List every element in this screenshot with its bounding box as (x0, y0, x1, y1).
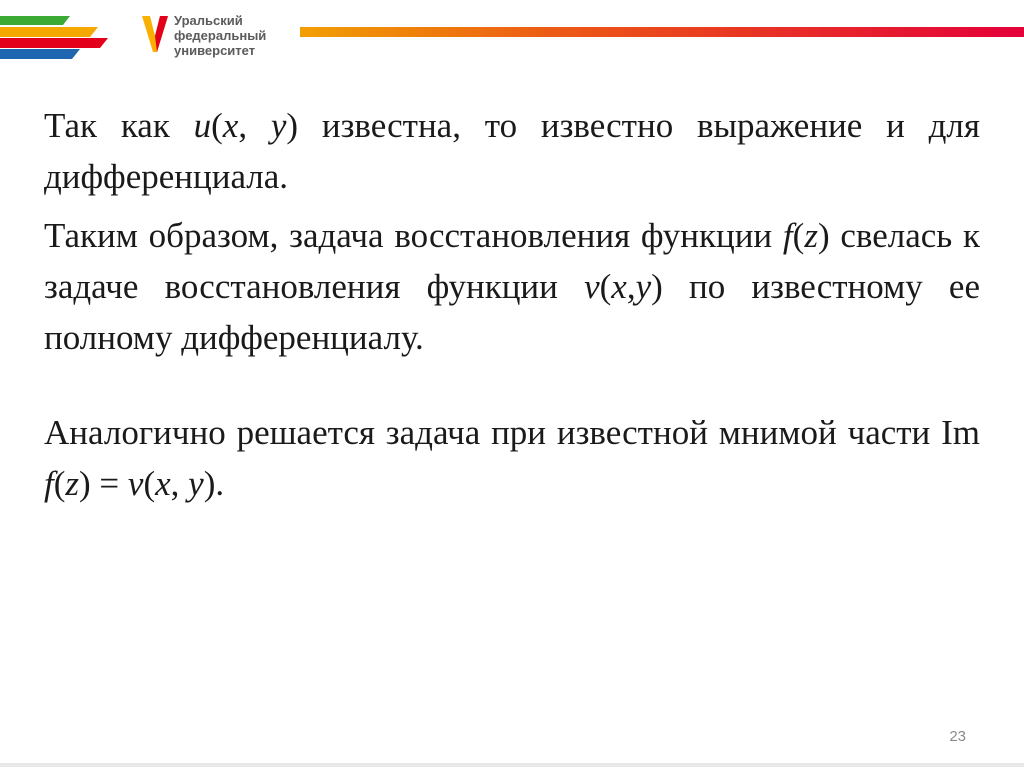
text-fragment: , (238, 106, 271, 145)
math-symbol: f (44, 464, 54, 503)
text-fragment: , (170, 464, 189, 503)
text-fragment: ( (599, 267, 612, 306)
math-symbol: y (270, 106, 287, 145)
math-symbol: v (127, 464, 144, 503)
university-name-line-1: Уральский (174, 13, 243, 28)
math-symbol: x (611, 267, 627, 306)
text-fragment: , (626, 267, 636, 306)
paragraph-3 (44, 407, 980, 509)
math-symbol: u (193, 106, 212, 145)
slide-header (0, 0, 1024, 70)
text-fragment: ( (211, 106, 223, 145)
math-symbol: y (188, 464, 204, 503)
university-name (174, 13, 266, 58)
text-fragment: ( (792, 216, 805, 255)
header-gradient-stripe (300, 27, 1024, 37)
text-fragment: ) по известному ее полному дифференциалу. (44, 267, 980, 357)
text-fragment: ) свелась к задаче восстановления функции (44, 216, 980, 306)
university-name-line-2: федеральный (174, 28, 267, 43)
math-symbol: f (782, 216, 793, 255)
math-symbol: x (155, 464, 171, 503)
paragraph-2 (44, 210, 980, 363)
math-symbol: v (584, 267, 600, 306)
math-symbol: y (635, 267, 652, 306)
university-stripes-icon (0, 0, 120, 70)
text-fragment: ) = (79, 464, 128, 503)
text-fragment: Аналогично решается задача при известной мнимой части Im (44, 413, 980, 452)
text-fragment: ( (53, 464, 66, 503)
math-symbol: x (222, 106, 239, 145)
math-symbol: z (65, 464, 80, 503)
urfu-logo-icon (140, 14, 170, 54)
slide-bottom-edge (0, 763, 1024, 767)
text-fragment: Таким образом, задача восстановления функции (44, 216, 783, 255)
paragraph-1 (44, 100, 980, 202)
text-fragment: Так как (44, 106, 194, 145)
page-number: 23 (949, 728, 966, 745)
university-name-line-3: университет (174, 43, 256, 58)
text-fragment: ). (203, 464, 225, 503)
text-fragment: ) известна, то известно выражение и для дифференциала. (44, 106, 980, 196)
slide-body (44, 100, 980, 517)
math-symbol: z (804, 216, 818, 255)
text-fragment: ( (143, 464, 156, 503)
